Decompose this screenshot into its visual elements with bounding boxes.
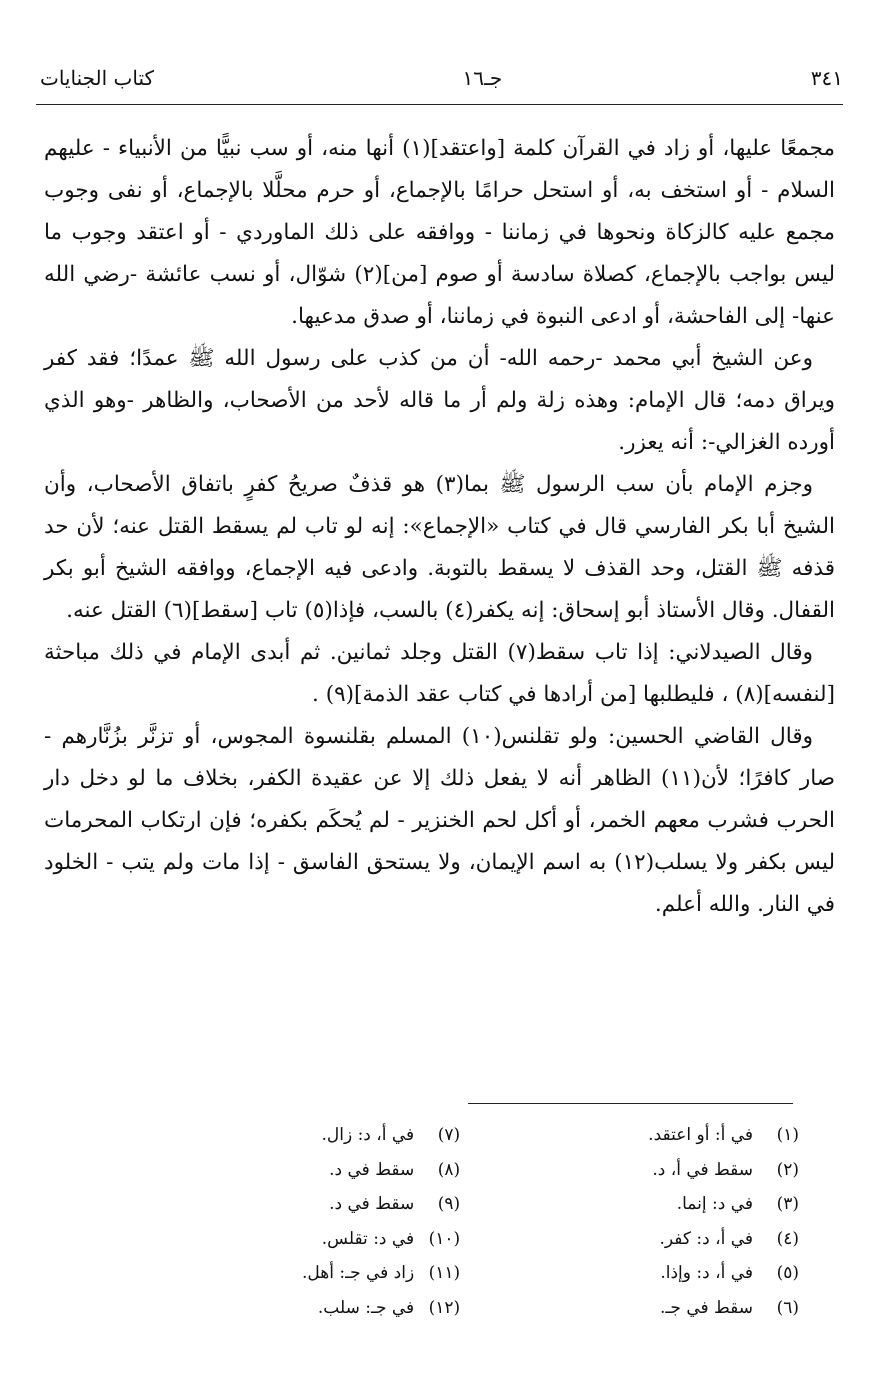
paragraph: مجمعًا عليها، أو زاد في القرآن كلمة [واعتقد](١) أنها منه، أو سب نبيًّا من الأنبياء - عليهم السلام - أو استخف به، أو استحل حرامًا بالإجماع، أو حرم محلَّلا بالإجماع، أو نفى وجوب مجمع عليه كالزكاة ونحوها في زماننا - ووافقه على ذلك الماوردي - أو اعتقد وجوب ما ليس بواجب بالإجماع، كصلاة سادسة أو صوم [من](٢) شوّال، أو نسب عائشة -رضي الله عنها- إلى الفاحشة، أو ادعى النبوة في زماننا، أو صدق مدعيها.	[44, 136, 835, 329]
footnote-number: (١)	[776, 1125, 799, 1145]
footnote-text: في د: إنما.	[676, 1194, 753, 1214]
footnote	[199, 1153, 460, 1188]
footnotes	[199, 1118, 799, 1318]
paragraph: وعن الشيخ أبي محمد -رحمه الله- أن من كذب على رسول الله ﷺ عمدًا؛ فقد كفر ويراق دمه؛ قال الإمام: وهذه زلة ولم أر ما قاله لأحد من الأصحاب، والظاهر -وهو الذي أورده الغزالي-: أنه يعزر.	[44, 346, 835, 455]
footnote	[199, 1222, 460, 1257]
footnote	[548, 1187, 799, 1222]
footnote-column-2	[199, 1118, 548, 1318]
footnote-text: في د: تقلس.	[321, 1228, 415, 1249]
footnote-divider	[468, 1103, 793, 1104]
footnote	[548, 1291, 799, 1326]
running-header	[40, 58, 843, 98]
footnote-text: سقط في د.	[329, 1159, 415, 1180]
footnote-number: (٣)	[776, 1194, 799, 1214]
footnote	[199, 1118, 460, 1153]
footnote-text: في جـ: سلب.	[317, 1297, 415, 1318]
footnote-number: (٢)	[776, 1159, 799, 1180]
footnote-number: (٩)	[437, 1194, 461, 1214]
footnote-text: سقط في جـ.	[660, 1297, 753, 1318]
header-divider	[36, 104, 843, 105]
main-text	[44, 128, 835, 926]
footnote-text: سقط في أ، د.	[652, 1159, 753, 1180]
footnote-number: (٦)	[776, 1297, 799, 1318]
footnote	[199, 1291, 460, 1326]
footnote-number: (٨)	[437, 1159, 461, 1180]
footnote-number: (٥)	[776, 1263, 799, 1283]
paragraph: وجزم الإمام بأن سب الرسول ﷺ بما(٣) هو قذفٌ صريحُ كفرٍ باتفاق الأصحاب، وأن الشيخ أبا بكر الفارسي قال في كتاب «الإجماع»: إنه لو تاب لم يسقط القتل عنه؛ لأن حد قذفه ﷺ القتل، وحد القذف لا يسقط بالتوبة. وادعى فيه الإجماع، ووافقه الشيخ أبو بكر القفال. وقال الأستاذ أبو إسحاق: إنه يكفر(٤) بالسب، فإذا(٥) تاب [سقط](٦) القتل عنه.	[44, 472, 835, 623]
footnote-number: (١٢)	[428, 1297, 461, 1318]
footnote-text: في أ، د: زال.	[321, 1125, 415, 1145]
footnote	[548, 1153, 799, 1188]
footnote-number: (١٠)	[428, 1228, 461, 1249]
footnote-number: (١١)	[428, 1263, 461, 1283]
footnote-text: في أ: أو اعتقد.	[648, 1125, 753, 1145]
footnote-text: سقط في د.	[329, 1194, 415, 1214]
page-number: ٣٤١	[810, 66, 843, 90]
footnote	[548, 1256, 799, 1291]
footnote	[548, 1222, 799, 1257]
volume-label: جـ١٦	[462, 66, 503, 90]
paragraph: وقال الصيدلاني: إذا تاب سقط(٧) القتل وجلد ثمانين. ثم أبدى الإمام في ذلك مباحثة [لنفسه](٨) ، فليطلبها [من أرادها في كتاب عقد الذمة](٩) .	[44, 640, 835, 707]
footnote	[199, 1256, 460, 1291]
paragraph: وقال القاضي الحسين: ولو تقلنس(١٠) المسلم بقلنسوة المجوس، أو تزنَّر بزُنَّارهم - صار كافرًا؛ لأن(١١) الظاهر أنه لا يفعل ذلك إلا عن عقيدة الكفر، بخلاف ما لو دخل دار الحرب فشرب معهم الخمر، أو أكل لحم الخنزير - لم يُحكَم بكفره؛ فإن ارتكاب المحرمات ليس بكفر ولا يسلب(١٢) به اسم الإيمان، ولا يستحق الفاسق - إذا مات ولم يتب - الخلود في النار. والله أعلم.	[44, 724, 836, 917]
footnote-number: (٧)	[437, 1125, 461, 1145]
footnote-text: في أ، د: وإذا.	[660, 1263, 753, 1283]
book-title: كتاب الجنايات	[40, 66, 155, 90]
footnote-column-1	[548, 1118, 799, 1318]
footnote	[548, 1118, 799, 1153]
footnote-number: (٤)	[776, 1228, 799, 1249]
footnote	[199, 1187, 460, 1222]
footnote-text: زاد في جـ: أهل.	[301, 1263, 415, 1283]
footnote-text: في أ، د: كفر.	[659, 1228, 753, 1249]
